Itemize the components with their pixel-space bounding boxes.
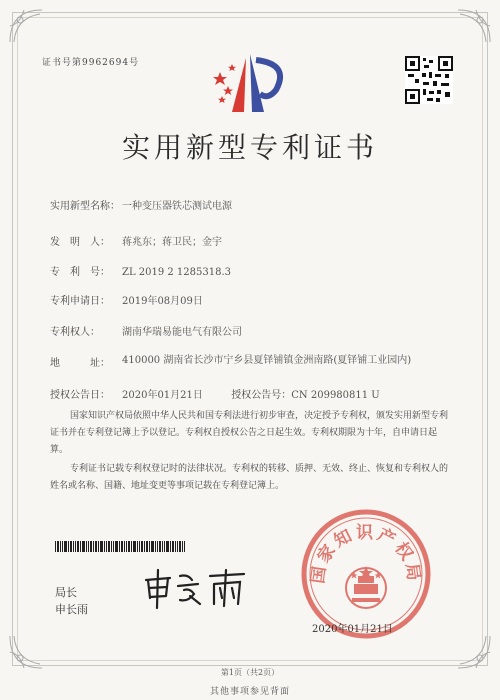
- qr-code-icon: [405, 56, 453, 104]
- field-label: 专利权人：: [50, 327, 100, 338]
- field-label: 专 利 号：: [50, 267, 110, 278]
- field-label: 发 明 人：: [50, 237, 110, 248]
- corner-ornament: [454, 632, 494, 672]
- director-signature-icon: [140, 566, 250, 610]
- field-label: 专利申请日：: [50, 296, 110, 307]
- inventor-row: [50, 233, 222, 248]
- seal-date: 2020年01月21日: [312, 624, 393, 635]
- barcode-icon: [55, 541, 185, 552]
- field-value: CN 209980811 U: [291, 390, 380, 401]
- grant-statement-paragraph: 国家知识产权局依照中华人民共和国专利法进行初步审查，决定授予专利权，颁发实用新型专利证书并在专利登记簿上予以登记。专利权自授权公告之日起生效。专利权期限为十年，自申请日起算。: [50, 411, 449, 455]
- field-value: ZL 2019 2 1285318.3: [122, 267, 232, 278]
- field-value: 蒋兆东；蒋卫民；金宇: [122, 237, 222, 248]
- patent-number-row: [50, 263, 231, 278]
- filing-date-row: [50, 292, 203, 307]
- field-value: 湖南华瑞易能电气有限公司: [122, 327, 242, 338]
- patent-office-logo-icon: [206, 50, 292, 116]
- address-value: 410000 湖南省长沙市宁乡县夏铎铺镇金洲南路(夏铎铺工业园内): [122, 355, 412, 366]
- certificate-title: 实用新型专利证书: [121, 131, 378, 164]
- field-value: 一种变压器铁芯测试电源: [122, 201, 232, 212]
- director-name: 申长雨: [55, 603, 88, 616]
- director-title: 局长: [55, 586, 77, 599]
- footer-note: 其他事项参见背面: [209, 687, 290, 697]
- corner-ornament: [454, 6, 494, 46]
- field-value: 2019年08月09日: [122, 296, 203, 307]
- corner-ornament: [6, 6, 46, 46]
- legal-status-paragraph: 专利证书记载专利权登记时的法律状况。专利权的转移、质押、无效、终止、恢复和专利权人的姓名或名称、国籍、地址变更等事项记载在专利登记簿上。: [50, 464, 449, 491]
- address-label-row: [50, 354, 122, 369]
- field-value: 2020年01月21日: [122, 390, 203, 401]
- field-label: 授权公告日：: [50, 390, 110, 401]
- page-number: 第1页（共2页）: [220, 668, 280, 677]
- certificate-number: 证书号第9962694号: [42, 58, 140, 68]
- field-label: 实用新型名称：: [50, 201, 120, 212]
- field-label: 授权公告号：: [231, 390, 292, 401]
- grant-date-row: [50, 386, 380, 401]
- seal-text: 国家知识产权局: [308, 523, 424, 585]
- utility-model-name-row: [50, 197, 232, 212]
- patentee-row: [50, 323, 242, 338]
- field-label: 地 址：: [50, 358, 110, 369]
- corner-ornament: [6, 632, 46, 672]
